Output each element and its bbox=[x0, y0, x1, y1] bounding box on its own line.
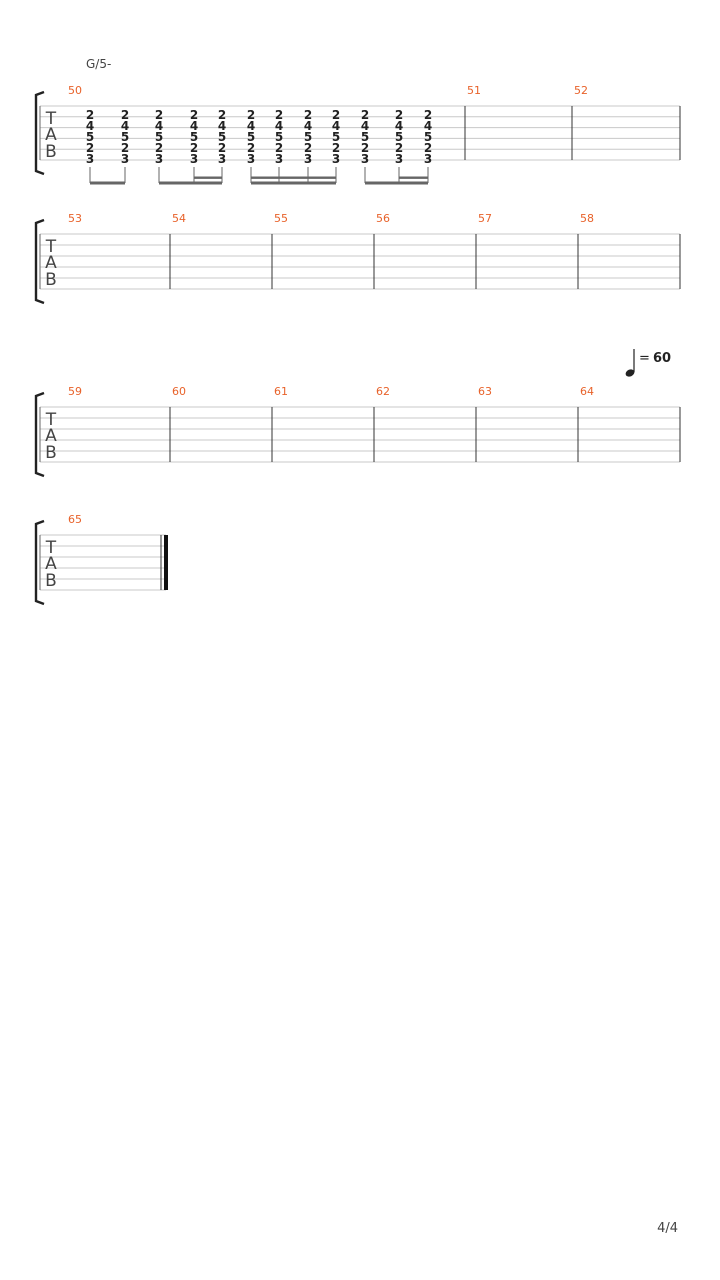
bar-number: 64 bbox=[580, 385, 594, 398]
fret-number: 3 bbox=[394, 152, 404, 166]
fret-number: 2 bbox=[394, 108, 404, 122]
secondary-beam bbox=[399, 177, 428, 179]
fret-number: 5 bbox=[154, 130, 164, 144]
primary-beam bbox=[159, 182, 222, 185]
fret-number: 2 bbox=[423, 141, 433, 155]
fret-number: 2 bbox=[120, 108, 130, 122]
fret-number: 3 bbox=[189, 152, 199, 166]
fret-number: 5 bbox=[246, 130, 256, 144]
fret-number: 4 bbox=[423, 119, 433, 133]
tab-clef-letter: A bbox=[45, 554, 57, 574]
primary-beam bbox=[251, 182, 336, 185]
bar-number: 52 bbox=[574, 84, 588, 97]
fret-number: 4 bbox=[85, 119, 95, 133]
fret-number: 5 bbox=[274, 130, 284, 144]
tab-clef-letter: T bbox=[45, 410, 57, 430]
fret-number: 5 bbox=[331, 130, 341, 144]
bar-number: 59 bbox=[68, 385, 82, 398]
tab-clef-letter: T bbox=[45, 538, 57, 558]
secondary-beam bbox=[194, 177, 222, 179]
fret-number: 4 bbox=[217, 119, 227, 133]
tab-clef-letter: A bbox=[45, 125, 57, 145]
fret-number: 2 bbox=[360, 108, 370, 122]
tab-clef-letter: A bbox=[45, 253, 57, 273]
secondary-beam bbox=[279, 177, 308, 179]
fret-number: 3 bbox=[331, 152, 341, 166]
fret-number: 3 bbox=[274, 152, 284, 166]
fret-number: 2 bbox=[423, 108, 433, 122]
fret-number: 2 bbox=[331, 141, 341, 155]
primary-beam bbox=[365, 182, 428, 185]
staff-systems bbox=[36, 84, 680, 604]
fret-number: 2 bbox=[331, 108, 341, 122]
final-barline-thick bbox=[164, 535, 168, 590]
fret-number: 3 bbox=[154, 152, 164, 166]
bar-number: 62 bbox=[376, 385, 390, 398]
fret-number: 4 bbox=[331, 119, 341, 133]
fret-number: 2 bbox=[85, 141, 95, 155]
fret-number: 5 bbox=[303, 130, 313, 144]
staff-system bbox=[36, 84, 680, 174]
tab-clef-letter: B bbox=[45, 270, 57, 290]
bar-number: 65 bbox=[68, 513, 82, 526]
fret-number: 5 bbox=[85, 130, 95, 144]
fret-number: 3 bbox=[360, 152, 370, 166]
fret-number: 2 bbox=[189, 141, 199, 155]
fret-number: 2 bbox=[120, 141, 130, 155]
fret-number: 2 bbox=[154, 141, 164, 155]
fret-number: 2 bbox=[274, 108, 284, 122]
fret-number: 3 bbox=[423, 152, 433, 166]
fret-number: 5 bbox=[394, 130, 404, 144]
fret-number: 2 bbox=[189, 108, 199, 122]
fret-number: 4 bbox=[274, 119, 284, 133]
tab-clef-letter: B bbox=[45, 142, 57, 162]
bar-number: 61 bbox=[274, 385, 288, 398]
fret-number: 5 bbox=[189, 130, 199, 144]
fret-number: 2 bbox=[303, 141, 313, 155]
fret-number: 3 bbox=[217, 152, 227, 166]
fret-number: 5 bbox=[120, 130, 130, 144]
fret-number: 5 bbox=[217, 130, 227, 144]
fret-number: 2 bbox=[85, 108, 95, 122]
rhythm-beams bbox=[90, 167, 428, 185]
fret-number: 5 bbox=[423, 130, 433, 144]
bar-number: 50 bbox=[68, 84, 82, 97]
fret-number: 2 bbox=[217, 141, 227, 155]
tempo-bpm: 60 bbox=[653, 351, 672, 366]
fret-number: 3 bbox=[120, 152, 130, 166]
fret-number: 4 bbox=[394, 119, 404, 133]
staff-system bbox=[36, 513, 168, 604]
page-number: 4/4 bbox=[657, 1221, 678, 1236]
bar-number: 56 bbox=[376, 212, 390, 225]
tab-clef-letter: B bbox=[45, 571, 57, 591]
tab-clef-letter: T bbox=[45, 109, 57, 129]
tempo-equals: = bbox=[639, 351, 650, 366]
bar-number: 51 bbox=[467, 84, 481, 97]
fret-number: 3 bbox=[303, 152, 313, 166]
fret-number: 2 bbox=[360, 141, 370, 155]
secondary-beam bbox=[308, 177, 336, 179]
fret-number: 2 bbox=[274, 141, 284, 155]
bar-number: 55 bbox=[274, 212, 288, 225]
fret-number: 2 bbox=[217, 108, 227, 122]
fret-number: 2 bbox=[303, 108, 313, 122]
fret-number: 4 bbox=[189, 119, 199, 133]
staff-system bbox=[36, 212, 680, 303]
fret-number: 3 bbox=[246, 152, 256, 166]
bar-number: 53 bbox=[68, 212, 82, 225]
tab-clef-letter: A bbox=[45, 426, 57, 446]
bar-number: 63 bbox=[478, 385, 492, 398]
fret-number: 4 bbox=[360, 119, 370, 133]
tempo-marking bbox=[624, 349, 671, 378]
fret-number: 4 bbox=[120, 119, 130, 133]
bar-number: 58 bbox=[580, 212, 594, 225]
fret-number: 2 bbox=[394, 141, 404, 155]
fret-number: 4 bbox=[303, 119, 313, 133]
secondary-beam bbox=[251, 177, 279, 179]
chord-label: G/5- bbox=[86, 57, 112, 71]
fret-number: 3 bbox=[85, 152, 95, 166]
tab-clef-letter: B bbox=[45, 443, 57, 463]
staff-system bbox=[36, 385, 680, 476]
primary-beam bbox=[90, 182, 125, 185]
fret-number: 2 bbox=[246, 108, 256, 122]
bar-number: 54 bbox=[172, 212, 186, 225]
fret-number: 4 bbox=[154, 119, 164, 133]
fret-number: 4 bbox=[246, 119, 256, 133]
fret-number: 2 bbox=[246, 141, 256, 155]
tab-clef-letter: T bbox=[45, 237, 57, 257]
bar-number: 57 bbox=[478, 212, 492, 225]
bar-number: 60 bbox=[172, 385, 186, 398]
fret-number: 5 bbox=[360, 130, 370, 144]
fret-number: 2 bbox=[154, 108, 164, 122]
